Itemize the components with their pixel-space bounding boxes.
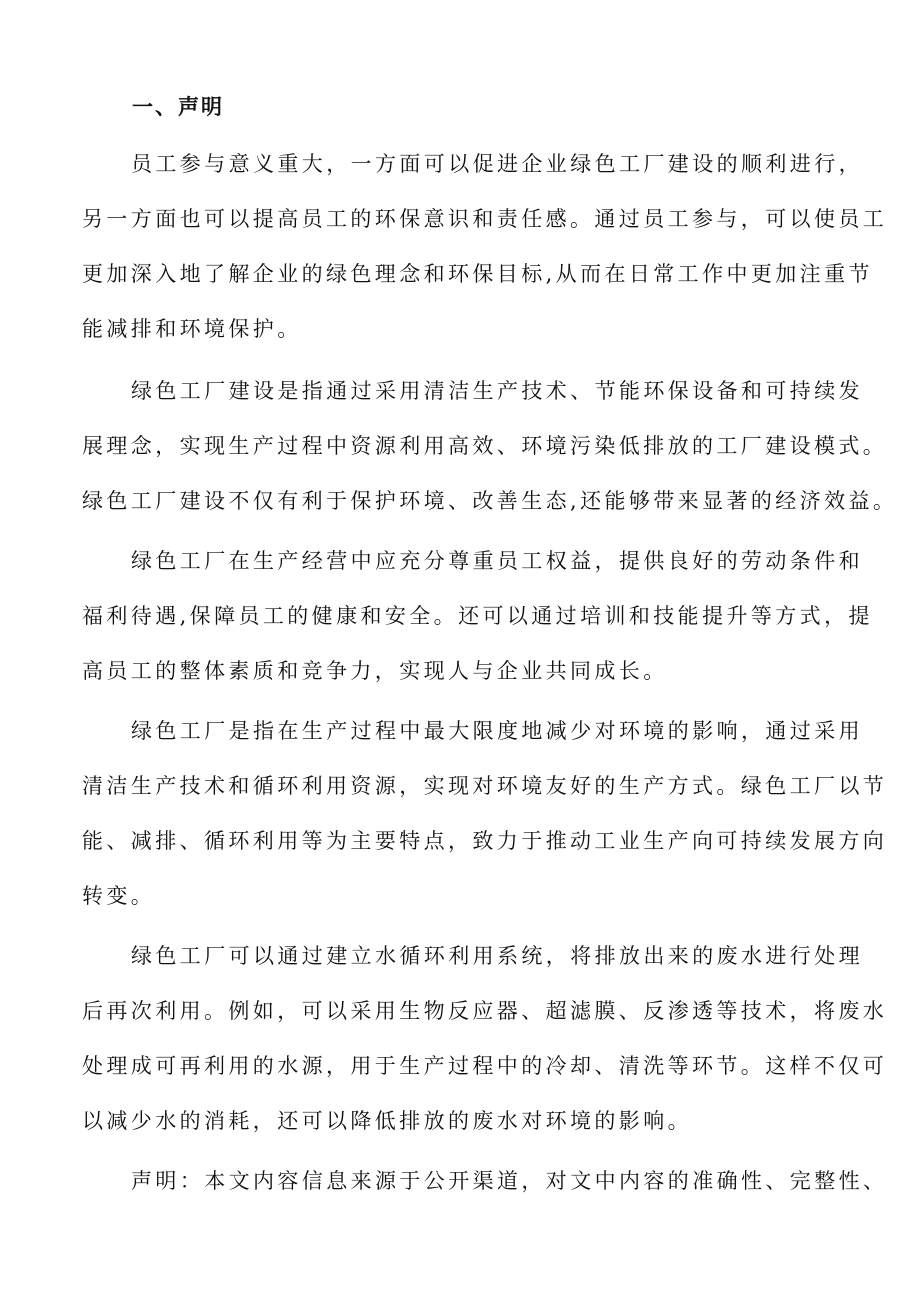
paragraph-line: 另一方面也可以提高员工的环保意识和责任感。通过员工参与，可以使员工	[82, 207, 888, 231]
paragraph-line: 以减少水的消耗，还可以降低排放的废水对环境的影响。	[82, 1109, 692, 1133]
paragraph-line: 绿色工厂可以通过建立水循环利用系统，将排放出来的废水进行处理	[131, 944, 863, 968]
paragraph-line: 能、减排、循环利用等为主要特点，致力于推动工业生产向可持续发展方向	[82, 829, 888, 853]
paragraph-line: 清洁生产技术和循环利用资源，实现对环境友好的生产方式。绿色工厂以节	[82, 774, 888, 798]
paragraph-line: 绿色工厂建设不仅有利于保护环境、改善生态,还能够带来显著的经济效益。	[82, 489, 898, 513]
paragraph-line: 高员工的整体素质和竞争力，实现人与企业共同成长。	[82, 659, 668, 683]
paragraph-line: 绿色工厂在生产经营中应充分尊重员工权益，提供良好的劳动条件和	[131, 549, 863, 573]
paragraph-line: 转变。	[82, 884, 156, 908]
paragraph-line: 更加深入地了解企业的绿色理念和环保目标,从而在日常工作中更加注重节	[82, 262, 873, 286]
paragraph-line: 展理念，实现生产过程中资源利用高效、环境污染低排放的工厂建设模式。	[82, 434, 888, 458]
paragraph-line: 绿色工厂是指在生产过程中最大限度地减少对环境的影响，通过采用	[131, 719, 863, 743]
paragraph-line: 绿色工厂建设是指通过采用清洁生产技术、节能环保设备和可持续发	[131, 379, 863, 403]
section-heading: 一、声明	[132, 94, 224, 119]
paragraph-line: 员工参与意义重大，一方面可以促进企业绿色工厂建设的顺利进行，	[131, 152, 863, 176]
paragraph-line: 能减排和环境保护。	[82, 317, 302, 341]
paragraph-line: 声明：本文内容信息来源于公开渠道，对文中内容的准确性、完整性、	[131, 1169, 888, 1193]
paragraph-line: 后再次利用。例如，可以采用生物反应器、超滤膜、反渗透等技术，将废水	[82, 999, 888, 1023]
paragraph-line: 处理成可再利用的水源，用于生产过程中的冷却、清洗等环节。这样不仅可	[82, 1054, 888, 1078]
paragraph-line: 福利待遇,保障员工的健康和安全。还可以通过培训和技能提升等方式，提	[82, 604, 873, 628]
